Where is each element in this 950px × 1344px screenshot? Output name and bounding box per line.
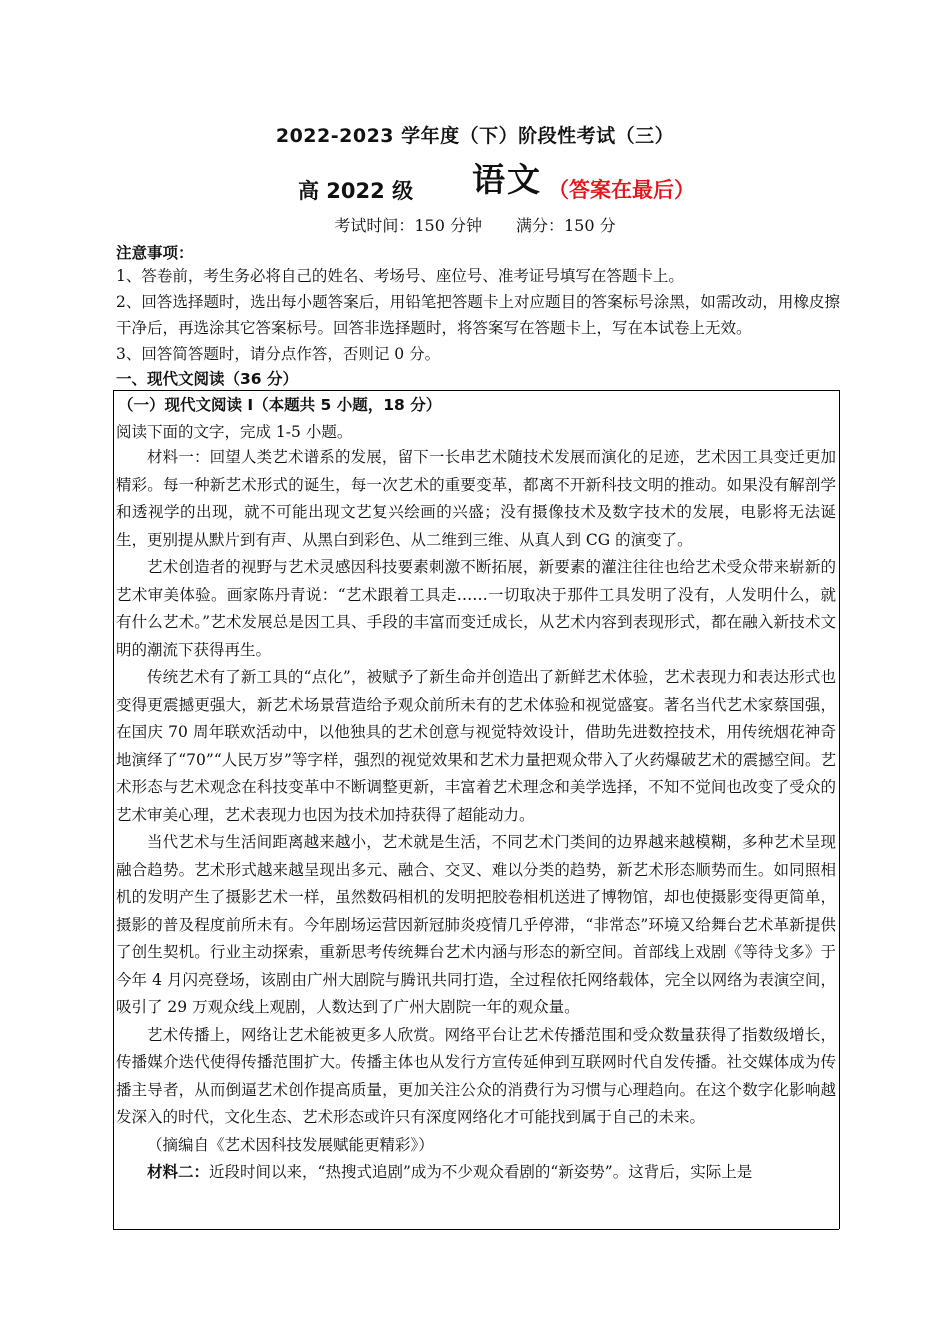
frame-left-rule — [113, 390, 114, 1229]
section-heading: 一、现代文阅读（36 分） — [116, 370, 298, 388]
material2-paragraph — [116, 1159, 836, 1187]
answer-note: （答案在最后） — [548, 178, 695, 202]
material2-text: 近段时间以来，“热搜式追剧”成为不少观众看剧的“新姿势”。这背后，实际上是 — [209, 1163, 753, 1181]
paragraph: 传统艺术有了新工具的“点化”，被赋予了新生命并创造出了新鲜艺术体验，艺术表现力和表达形式也变得更震撼更强大，新艺术场景营造给予观众前所未有的艺术体验和视觉盛宴。著名当代艺术家蔡国强，在国庆 70 周年联欢活动中，以他独具的艺术创意与视觉特效设计，借助先进数控技术，用传统烟花神奇地演绎了“70”“人民万岁”等字样，强烈的视觉效果和艺术力量把观众带入了火药爆破艺术的震撼空间。艺术形态与艺术观念在科技变革中不断调整更新，丰富着艺术理念和美学选择，不知不觉间也改变了受众的艺术审美心理，艺术表现力也因为技术加持获得了超能动力。 — [116, 668, 836, 824]
paragraph: 当代艺术与生活间距离越来越小，艺术就是生活，不同艺术门类间的边界越来越模糊，多种艺术呈现融合趋势。艺术形式越来越呈现出多元、融合、交叉、难以分类的趋势，新艺术形态顺势而生。如同照相机的发明产生了摄影艺术一样，虽然数码相机的发明把胶卷相机送进了博物馆，却也使摄影变得更简单，摄影的普及程度前所未有。今年剧场运营因新冠肺炎疫情几乎停滞，“非常态”环境又给舞台艺术革新提供了创生契机。行业主动探索，重新思考传统舞台艺术内涵与形态的新空间。首部线上戏剧《等待戈多》于今年 4 月闪亮登场，该剧由广州大剧院与腾讯共同打造，全过程依托网络载体，完全以网络为表演空间，吸引了 29 万观众线上观剧，人数达到了广州大剧院一年的观众量。 — [116, 833, 836, 1016]
exam-time: 考试时间：150 分钟 — [334, 216, 482, 235]
frame-top-rule — [113, 390, 839, 391]
source-citation: （摘编自《艺术因科技发展赋能更精彩》） — [147, 1135, 434, 1154]
reading-instruction: 阅读下面的文字，完成 1-5 小题。 — [116, 423, 353, 441]
exam-title: 2022-2023 学年度（下）阶段性考试（三） — [275, 125, 675, 147]
notes-list — [116, 263, 840, 367]
subsection-heading: （一）现代文阅读 I（本题共 5 小题，18 分） — [118, 396, 442, 414]
paragraph: 艺术传播上，网络让艺术能被更多人欣赏。网络平台让艺术传播范围和受众数量获得了指数级增长，传播媒介迭代使得传播范围扩大。传播主体也从发行方宣传延伸到互联网时代自发传播。社交媒体成为传播主导者，从而倒逼艺术创作提高质量，更加关注公众的消费行为习惯与心理趋向。在这个数字化影响越发深入的时代，文化生态、艺术形态或许只有深度网络化才可能找到属于自己的未来。 — [116, 1025, 836, 1126]
full-score: 满分：150 分 — [516, 216, 616, 235]
material2-label: 材料二： — [147, 1163, 210, 1181]
grade-label: 高 2022 级 — [298, 179, 414, 203]
frame-bottom-rule — [113, 1229, 839, 1230]
paragraph: 艺术创造者的视野与艺术灵感因科技要素刺激不断拓展，新要素的灌注往往也给艺术受众带来崭新的艺术审美体验。画家陈丹青说：“艺术跟着工具走……一切取决于那件工具发明了没有，人发明什么，就有什么艺术。”艺术发展总是因工具、手段的丰富而变迁成长，从艺术内容到表现形式，都在融入新技术文明的潮流下获得再生。 — [116, 558, 836, 659]
note-item: 2、回答选择题时，选出每小题答案后，用铅笔把答题卡上对应题目的答案标号涂黑，如需改动，用橡皮擦干净后，再选涂其它答案标号。回答非选择题时，将答案写在答题卡上，写在本试卷上无效。 — [116, 293, 840, 337]
notes-heading: 注意事项： — [116, 244, 194, 262]
subject-title: 语文 — [472, 160, 542, 199]
exam-info — [0, 213, 950, 236]
reading-passage — [116, 444, 836, 1187]
note-item: 3、回答简答题时，请分点作答，否则记 0 分。 — [116, 345, 441, 363]
note-item: 1、答卷前，考生务必将自己的姓名、考场号、座位号、准考证号填写在答题卡上。 — [116, 267, 684, 285]
frame-right-rule — [839, 390, 840, 1229]
paragraph: 材料一：回望人类艺术谱系的发展，留下一长串艺术随技术发展而演化的足迹，艺术因工具变迁更加精彩。每一种新艺术形式的诞生，每一次艺术的重要变革，都离不开新科技文明的推动。如果没有解剖学和透视学的出现，就不可能出现文艺复兴绘画的兴盛；没有摄像技术及数字技术的发展，电影将无法诞生，更别提从默片到有声、从黑白到彩色、从二维到三维、从真人到 CG 的演变了。 — [116, 448, 836, 549]
